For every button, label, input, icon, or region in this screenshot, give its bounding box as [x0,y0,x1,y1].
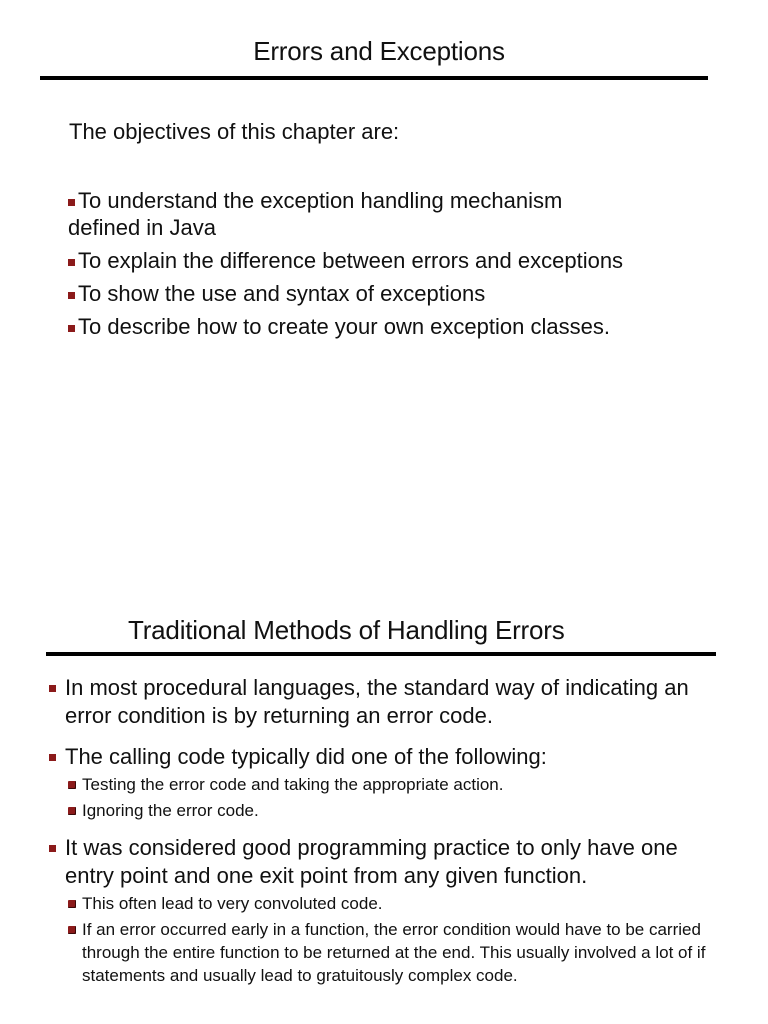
objectives-intro: The objectives of this chapter are: [69,119,400,144]
objective-item [68,313,628,340]
sub-bullet-point [65,773,718,796]
objective-text: To show the use and syntax of exceptions [78,281,486,306]
sub-bullet-point [65,918,718,987]
bullet-text: The calling code typically did one of the following: [65,744,547,769]
objective-text: To understand the exception handling mechanism defined in Java [68,188,563,240]
square-bullet-icon [68,325,75,332]
square-bullet-icon [68,199,75,206]
square-bullet-icon [68,781,76,789]
sub-bullet-text: Testing the error code and taking the appropriate action. [82,775,504,794]
sub-bullet-list [65,773,718,822]
square-bullet-icon [49,754,56,761]
square-bullet-icon [68,926,76,934]
objectives-list [68,187,628,346]
bullet-point [48,834,718,987]
square-bullet-icon [49,685,56,692]
sub-bullet-text: This often lead to very convoluted code. [82,894,383,913]
sub-bullet-text: If an error occurred early in a function, the error condition would have to be carried through the entire function to be returned at the end. This usually involved a lot of if statements and usually lead to gratuitously complex code. [82,920,706,985]
slide-traditional-methods [0,560,768,1024]
objective-text: To describe how to create your own exception classes. [78,314,610,339]
sub-bullet-list [65,892,718,987]
objective-item [68,280,628,307]
bullet-list [48,674,718,1000]
sub-bullet-point [65,799,718,822]
square-bullet-icon [68,292,75,299]
title-underline [46,652,716,656]
objective-text: To explain the difference between errors and exceptions [78,248,624,273]
square-bullet-icon [49,845,56,852]
bullet-text: In most procedural languages, the standard way of indicating an error condition is by returning an error code. [65,675,689,728]
square-bullet-icon [68,807,76,815]
slide-title: Errors and Exceptions [253,36,505,66]
sub-bullet-point [65,892,718,915]
square-bullet-icon [68,259,75,266]
objective-item [68,247,628,274]
slide-title: Traditional Methods of Handling Errors [128,615,565,645]
square-bullet-icon [68,900,76,908]
title-underline [40,76,708,80]
bullet-point [48,674,718,730]
bullet-text: It was considered good programming practice to only have one entry point and one exit point from any given function. [65,835,678,888]
objective-item [68,187,608,241]
bullet-point [48,743,718,822]
sub-bullet-text: Ignoring the error code. [82,801,259,820]
